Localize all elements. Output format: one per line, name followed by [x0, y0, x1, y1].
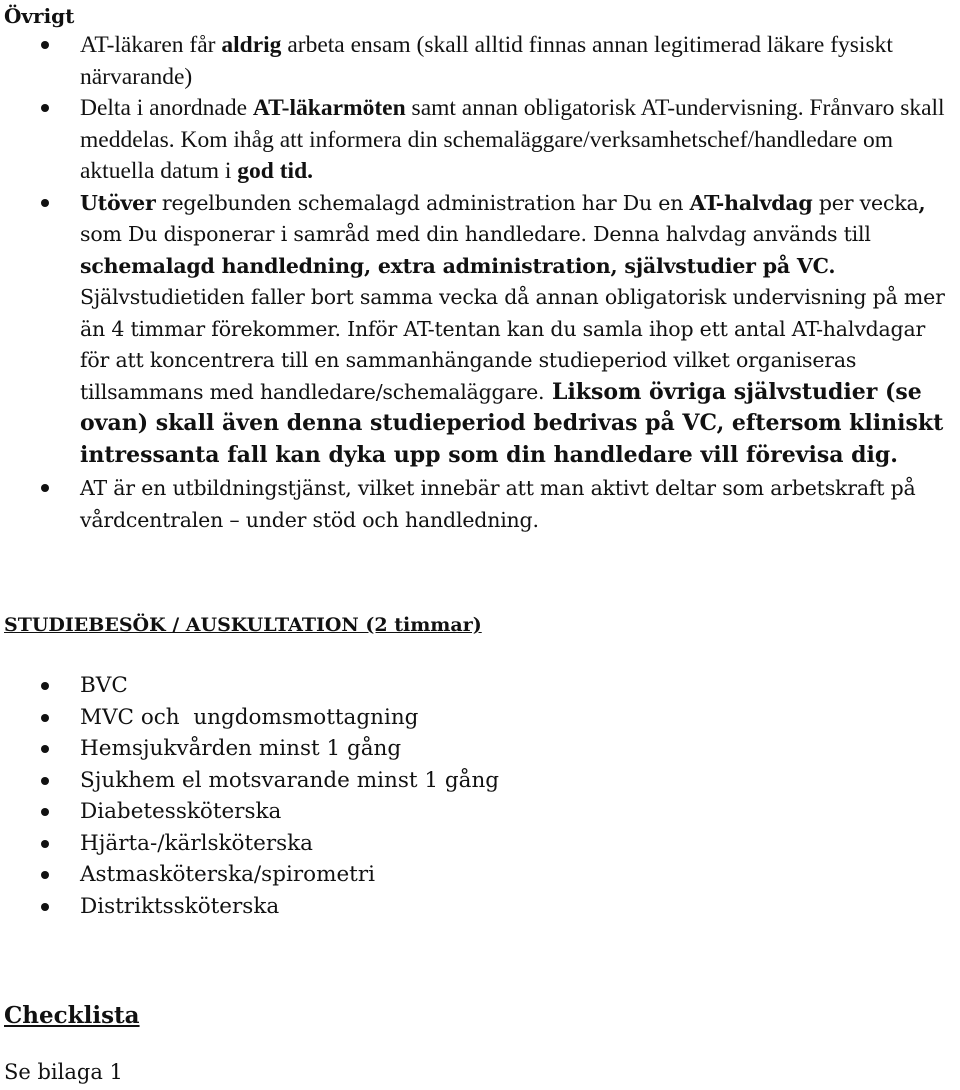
bullet-dot-icon	[41, 840, 49, 848]
item-text: Sjukhem el motsvarande minst 1 gång	[80, 767, 500, 793]
list-item	[0, 796, 960, 828]
bullet-dot-icon	[41, 745, 49, 753]
bullet-dot-icon	[41, 41, 49, 49]
bullet-text	[80, 191, 945, 468]
bullet-text	[80, 476, 916, 533]
bullet-dot-icon	[41, 199, 49, 207]
text-run: regelbunden schemalagd administration har Du en	[155, 190, 690, 215]
text-run: samt annan obligatorisk AT-undervisning. Frånvaro skall meddelas. Kom ihåg att informera din schemaläggare/verksamhetschef/handledare om aktuella datum i	[80, 95, 945, 184]
list-item	[0, 473, 960, 536]
text-run: arbeta ensam (skall alltid finnas annan legitimerad läkare fysiskt närvarande)	[80, 32, 893, 90]
item-text: BVC	[80, 673, 128, 698]
item-text: Hemsjukvården minst 1 gång	[80, 736, 402, 761]
item-text: Distriktssköterska	[80, 893, 280, 919]
bullet-dot-icon	[41, 808, 49, 816]
item-text: MVC och ungdomsmottagning	[80, 704, 419, 730]
list-item	[0, 765, 960, 797]
bullet-dot-icon	[41, 714, 49, 722]
item-text: Hjärta-/kärlsköterska	[80, 830, 314, 856]
list-item	[0, 733, 960, 765]
text-run: schemalagd handledning, extra administration, självstudier på VC.	[80, 253, 836, 278]
text-run: AT-läkaren får	[80, 32, 222, 58]
text-run: AT är en utbildningstjänst, vilket innebär att man aktivt deltar som arbetskraft på vårdcentralen – under stöd och handledning.	[80, 476, 916, 532]
list-item	[0, 859, 960, 891]
text-run: Utöver	[80, 190, 156, 215]
bullet-dot-icon	[41, 682, 49, 690]
section-title-ovrigt: Övrigt	[4, 4, 75, 28]
ovrigt-bullet-list	[0, 30, 960, 536]
bullet-dot-icon	[41, 484, 49, 492]
bullet-dot-icon	[41, 903, 49, 911]
text-run: aldrig	[221, 32, 282, 58]
text-run: Liksom övriga självstudier (se ovan) skall även denna studieperiod bedrivas på VC, eftersom kliniskt intressanta fall kan dyka upp som din handledare vill förevisa dig.	[80, 378, 944, 468]
checklista-note: Se bilaga 1	[4, 1060, 123, 1084]
item-text: Diabetessköterska	[80, 799, 282, 824]
text-run: AT-läkarmöten	[252, 95, 406, 121]
bullet-text	[80, 33, 893, 90]
bullet-dot-icon	[41, 104, 49, 112]
text-run: som Du disponerar i samråd med din handledare. Denna halvdag används till	[80, 222, 871, 246]
list-item	[0, 188, 960, 472]
list-item	[0, 93, 960, 188]
list-item	[0, 670, 960, 702]
studiebesok-list	[0, 670, 960, 922]
text-run: god tid.	[237, 158, 314, 184]
bullet-text	[80, 96, 945, 184]
list-item	[0, 828, 960, 860]
bullet-dot-icon	[41, 871, 49, 879]
section-title-studiebesok: STUDIEBESÖK / AUSKULTATION (2 timmar)	[4, 614, 482, 636]
text-run: per vecka	[812, 190, 919, 215]
item-text: Astmasköterska/spirometri	[80, 862, 375, 887]
bullet-dot-icon	[41, 777, 49, 785]
list-item	[0, 702, 960, 734]
text-run: Självstudietiden faller bort samma vecka då annan obligatorisk undervisning på mer än 4 timmar förekommer. Inför AT-tentan kan du samla ihop ett antal AT-halvdagar för att koncentrera till en sammanhängande studieperiod vilket organiseras tillsammans med handledare/schemaläggare.	[80, 285, 945, 404]
text-run: ,	[918, 190, 926, 215]
text-run: Delta i anordnade	[80, 95, 253, 121]
list-item	[0, 30, 960, 93]
section-title-checklista: Checklista	[4, 1002, 140, 1029]
text-run: AT-halvdag	[689, 190, 813, 215]
list-item	[0, 891, 960, 923]
